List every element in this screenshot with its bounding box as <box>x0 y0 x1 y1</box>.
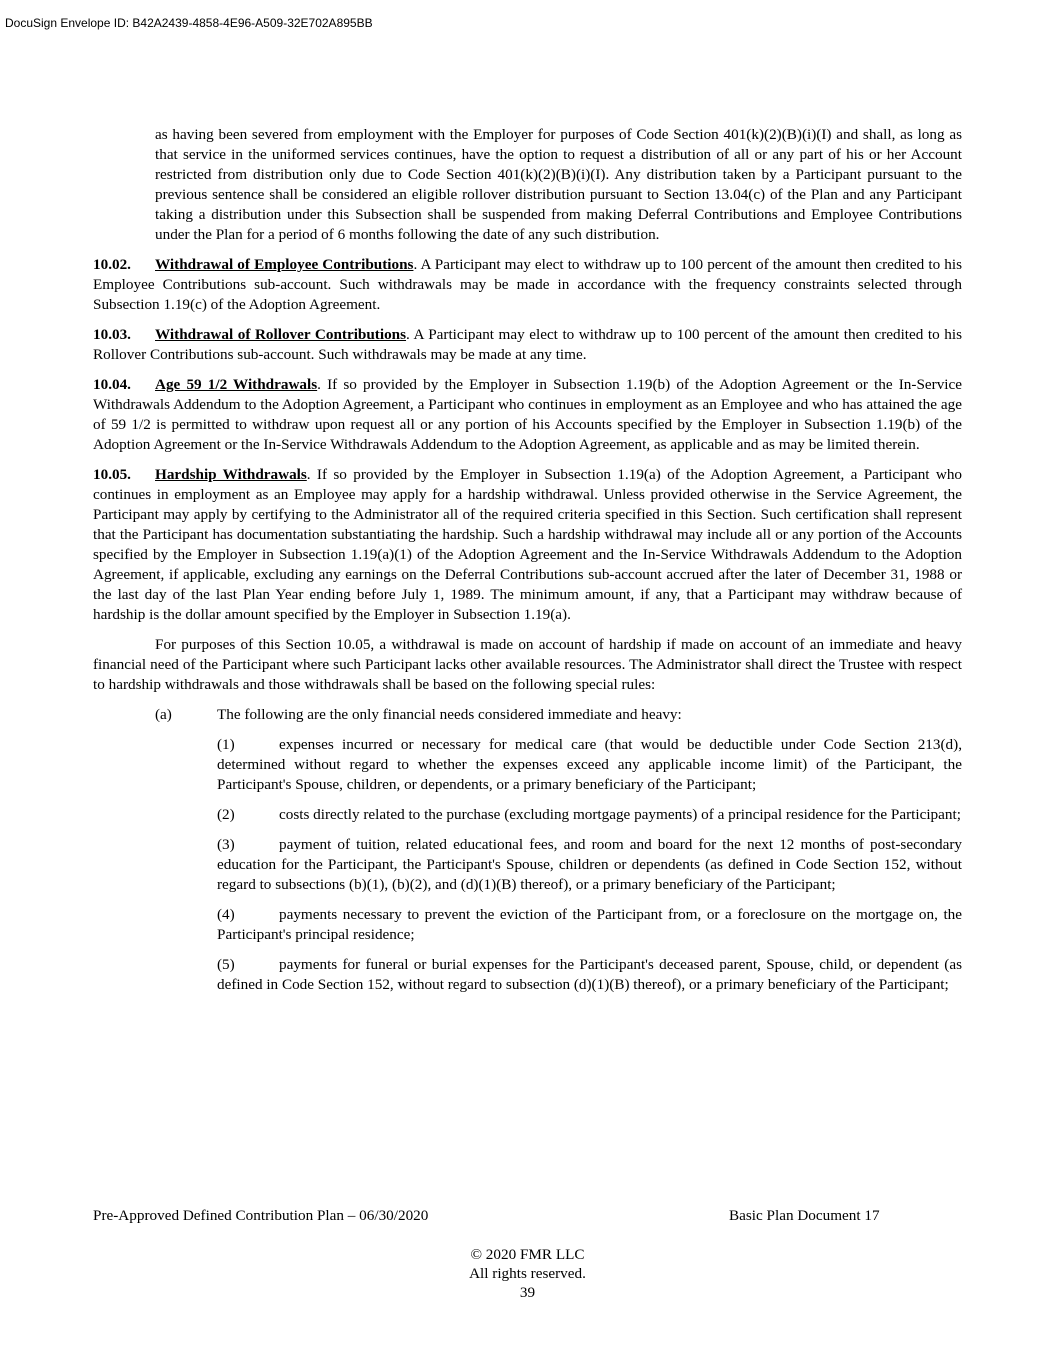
item-text: payment of tuition, related educational fees, and room and board for the next 12 months of post-secondary education for the Participant, the Participant's Spouse, children or dependents (as defined in Code Section 152, without regard to subsections (b)(1), (b)(2), and (d)(1)(B) thereof), or a primary beneficiary of the Participant; <box>217 836 962 893</box>
item-text: payments for funeral or burial expenses for the Participant's deceased parent, Spouse, child, or dependent (as defined in Code Section 152, without regard to subsection (d)(1)(B) thereof), or a primary beneficiary of the Participant; <box>217 956 962 993</box>
footer-rights: All rights reserved. <box>469 1265 586 1282</box>
continuation-paragraph: as having been severed from employment with the Employer for purposes of Code Section 401(k)(2)(B)(i)(I) and shall, as long as that service in the uniformed services continues, have the option to request a distribution of all or any part of his or her Account restricted from distribution only due to Code Section 401(k)(2)(B)(i)(I). Any distribution taken by a Participant pursuant to the previous sentence shall be considered an eligible rollover distribution pursuant to Section 13.04(c) of the Plan and any Participant taking a distribution under this Subsection shall be suspended from making Deferral Contributions and Employee Contributions under the Plan for a period of 6 months following the date of any such distribution. <box>155 126 962 243</box>
continuation-block <box>93 125 962 245</box>
document-body <box>93 125 962 995</box>
section-text: . If so provided by the Employer in Subsection 1.19(a) of the Adoption Agreement, a Participant who continues in employment as an Employee may apply for a hardship withdrawal. Unless provided otherwise in the Service Agreement, the Participant may apply by certifying to the Administrator all of the required criteria specified in this Section. Such certification shall represent that the Participant has documentation substantiating the hardship. Such a hardship withdrawal may include all or any portion of the Accounts specified by the Employer in Subsection 1.19(a)(1) of the Adoption Agreement and the In-Service Withdrawals Addendum to the Adoption Agreement, if applicable, excluding any earnings on the Deferral Contributions sub-account accrued after the later of December 31, 1988 or the last day of the last Plan Year ending before July 1, 1989. The minimum amount, if any, that a Participant may withdraw because of hardship is the dollar amount specified by the Employer in Subsection 1.19(a). <box>93 466 963 623</box>
footer-document-label: Basic Plan Document 17 <box>729 1207 880 1224</box>
section-title: Withdrawal of Employee Contributions <box>155 256 414 273</box>
item-number: (2) <box>217 806 235 823</box>
item-text: payments necessary to prevent the eviction of the Participant from, or a foreclosure on the mortgage on, the Participant's principal residence; <box>217 906 962 943</box>
list-item <box>93 905 962 945</box>
list-item <box>93 805 962 825</box>
section-number: 10.04. <box>93 376 131 393</box>
list-item <box>93 735 962 795</box>
section-text: . A Participant may elect to withdraw up to 100 percent of the amount then credited to his Rollover Contributions sub-account. Such withdrawals may be made at any time. <box>93 326 962 363</box>
footer-plan-name: Pre-Approved Defined Contribution Plan – 06/30/2020 <box>93 1207 429 1224</box>
section-number: 10.05. <box>93 466 131 483</box>
item-number: (5) <box>217 956 235 973</box>
docusign-envelope-id: DocuSign Envelope ID: B42A2439-4858-4E96-A509-32E702A895BB <box>5 16 373 30</box>
item-text: expenses incurred or necessary for medical care (that would be deductible under Code Section 213(d), determined without regard to whether the expenses exceed any applicable income limit) of the Participant, the Participant's Spouse, children, or dependents, or a primary beneficiary of the Participant; <box>217 736 962 793</box>
section-number: 10.03. <box>93 326 131 343</box>
section-10-05 <box>93 465 962 625</box>
footer-center <box>0 1245 1055 1302</box>
item-number: (4) <box>217 906 235 923</box>
list-item <box>93 955 962 995</box>
item-text: costs directly related to the purchase (excluding mortgage payments) of a principal residence for the Participant; <box>279 806 961 823</box>
section-text: . If so provided by the Employer in Subsection 1.19(b) of the Adoption Agreement or the In-Service Withdrawals Addendum to the Adoption Agreement, a Participant who continues in employment as an Employee and who has attained the age of 59 1/2 is permitted to withdraw upon request all or any portion of his Accounts specified by the Employer in Subsection 1.19(b) of the Adoption Agreement or the In-Service Withdrawals Addendum to the Adoption Agreement, as applicable and as may be limited therein. <box>93 376 962 453</box>
section-text: . A Participant may elect to withdraw up to 100 percent of the amount then credited to his Employee Contributions sub-account. Such withdrawals may be made in accordance with the frequency constraints selected through Subsection 1.19(c) of the Adoption Agreement. <box>93 256 962 313</box>
hardship-paragraph: For purposes of this Section 10.05, a withdrawal is made on account of hardship if made on account of an immediate and heavy financial need of the Participant where such Participant lacks other available resources. The Administrator shall direct the Trustee with respect to hardship withdrawals and those withdrawals shall be based on the following special rules: <box>93 636 962 693</box>
item-number: (1) <box>217 736 235 753</box>
footer-copyright: © 2020 FMR LLC <box>470 1246 585 1263</box>
subsection-label: (a) <box>155 706 172 723</box>
section-10-03 <box>93 325 962 365</box>
list-item <box>93 835 962 895</box>
page-number: 39 <box>519 1284 536 1301</box>
subsection-text: The following are the only financial needs considered immediate and heavy: <box>217 706 682 723</box>
subsection-a <box>93 705 962 725</box>
section-number: 10.02. <box>93 256 131 273</box>
item-number: (3) <box>217 836 235 853</box>
section-title: Withdrawal of Rollover Contributions <box>155 326 407 343</box>
section-title: Age 59 1/2 Withdrawals <box>155 376 318 393</box>
section-10-04 <box>93 375 962 455</box>
section-10-02 <box>93 255 962 315</box>
section-title: Hardship Withdrawals <box>155 466 307 483</box>
